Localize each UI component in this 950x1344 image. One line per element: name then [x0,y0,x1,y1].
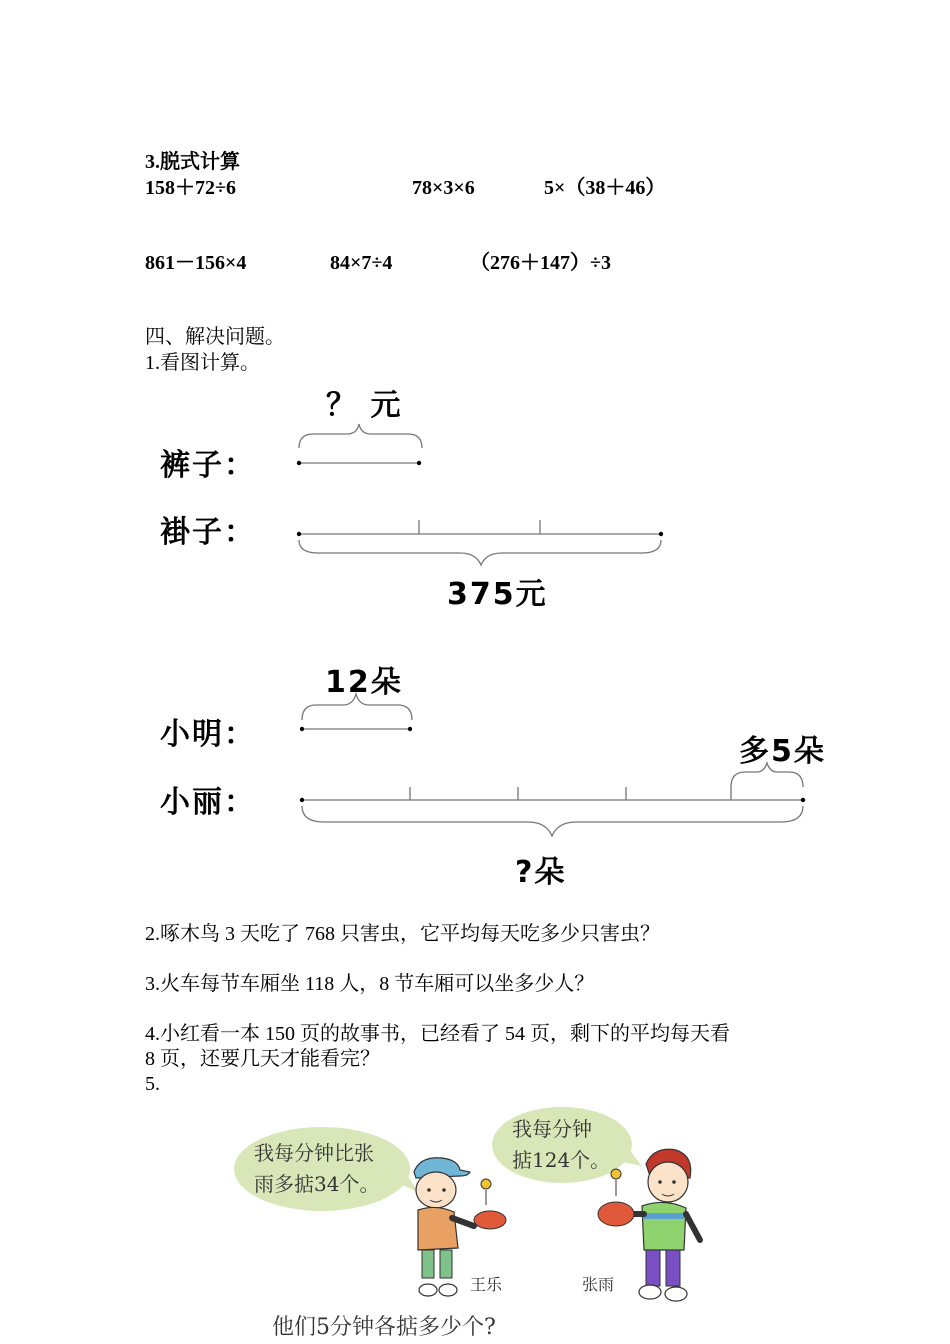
name-label-right: 张雨 [582,1275,615,1294]
bubble-right-line1: 我每分钟 [512,1117,592,1141]
expression-5: 84×7÷4 [330,252,393,274]
diagram2-extra-label: 多5朵 [739,734,826,769]
diagram2-top-label: 12朵 [325,665,403,700]
bubble-left-line1: 我每分钟比张 [254,1141,374,1165]
question-2: 2.啄木鸟 3 天吃了 768 只害虫，它平均每天吃多少只害虫？ [145,923,660,945]
bubble-right-line2: 掂124个。 [512,1148,611,1172]
section4-title: 四、解决问题。 [145,326,285,348]
bubble-left-line2: 雨多掂34个。 [254,1172,380,1196]
ball-icon [611,1169,621,1179]
paddle-icon [474,1211,506,1229]
diagram1-top-label: ？ 元 [326,388,403,423]
question-4-line1: 4.小红看一本 150 页的故事书，已经看了 54 页，剩下的平均每天看 [145,1023,730,1045]
expression-4: 861－156×4 [145,252,247,274]
ball-icon [481,1179,491,1189]
diagram1-row2-label: 褂子： [160,515,256,550]
paddle-icon [598,1202,634,1226]
question-5: 5. [145,1073,160,1095]
expression-2: 78×3×6 [412,177,475,199]
question-4-line2: 8 页，还要几天才能看完？ [145,1048,380,1070]
expression-6: （276＋147）÷3 [470,252,611,274]
diagram1-row1-label: 裤子： [160,448,256,483]
question-1: 1.看图计算。 [145,352,260,374]
illustration-question: 他们5分钟各掂多少个? [272,1315,496,1340]
expression-3: 5×（38＋46） [544,177,666,199]
section3-title: 3.脱式计算 [145,151,240,173]
expression-1: 158＋72÷6 [145,177,236,199]
diagram2-bottom-label: ?朵 [515,855,567,890]
diagram2-row1-label: 小明： [160,717,256,752]
question-3: 3.火车每节车厢坐 118 人，8 节车厢可以坐多少人？ [145,973,595,995]
diagram2-row2-label: 小丽： [160,785,256,820]
name-label-left: 王乐 [470,1275,503,1294]
diagram1-bottom-label: 375元 [447,577,548,612]
